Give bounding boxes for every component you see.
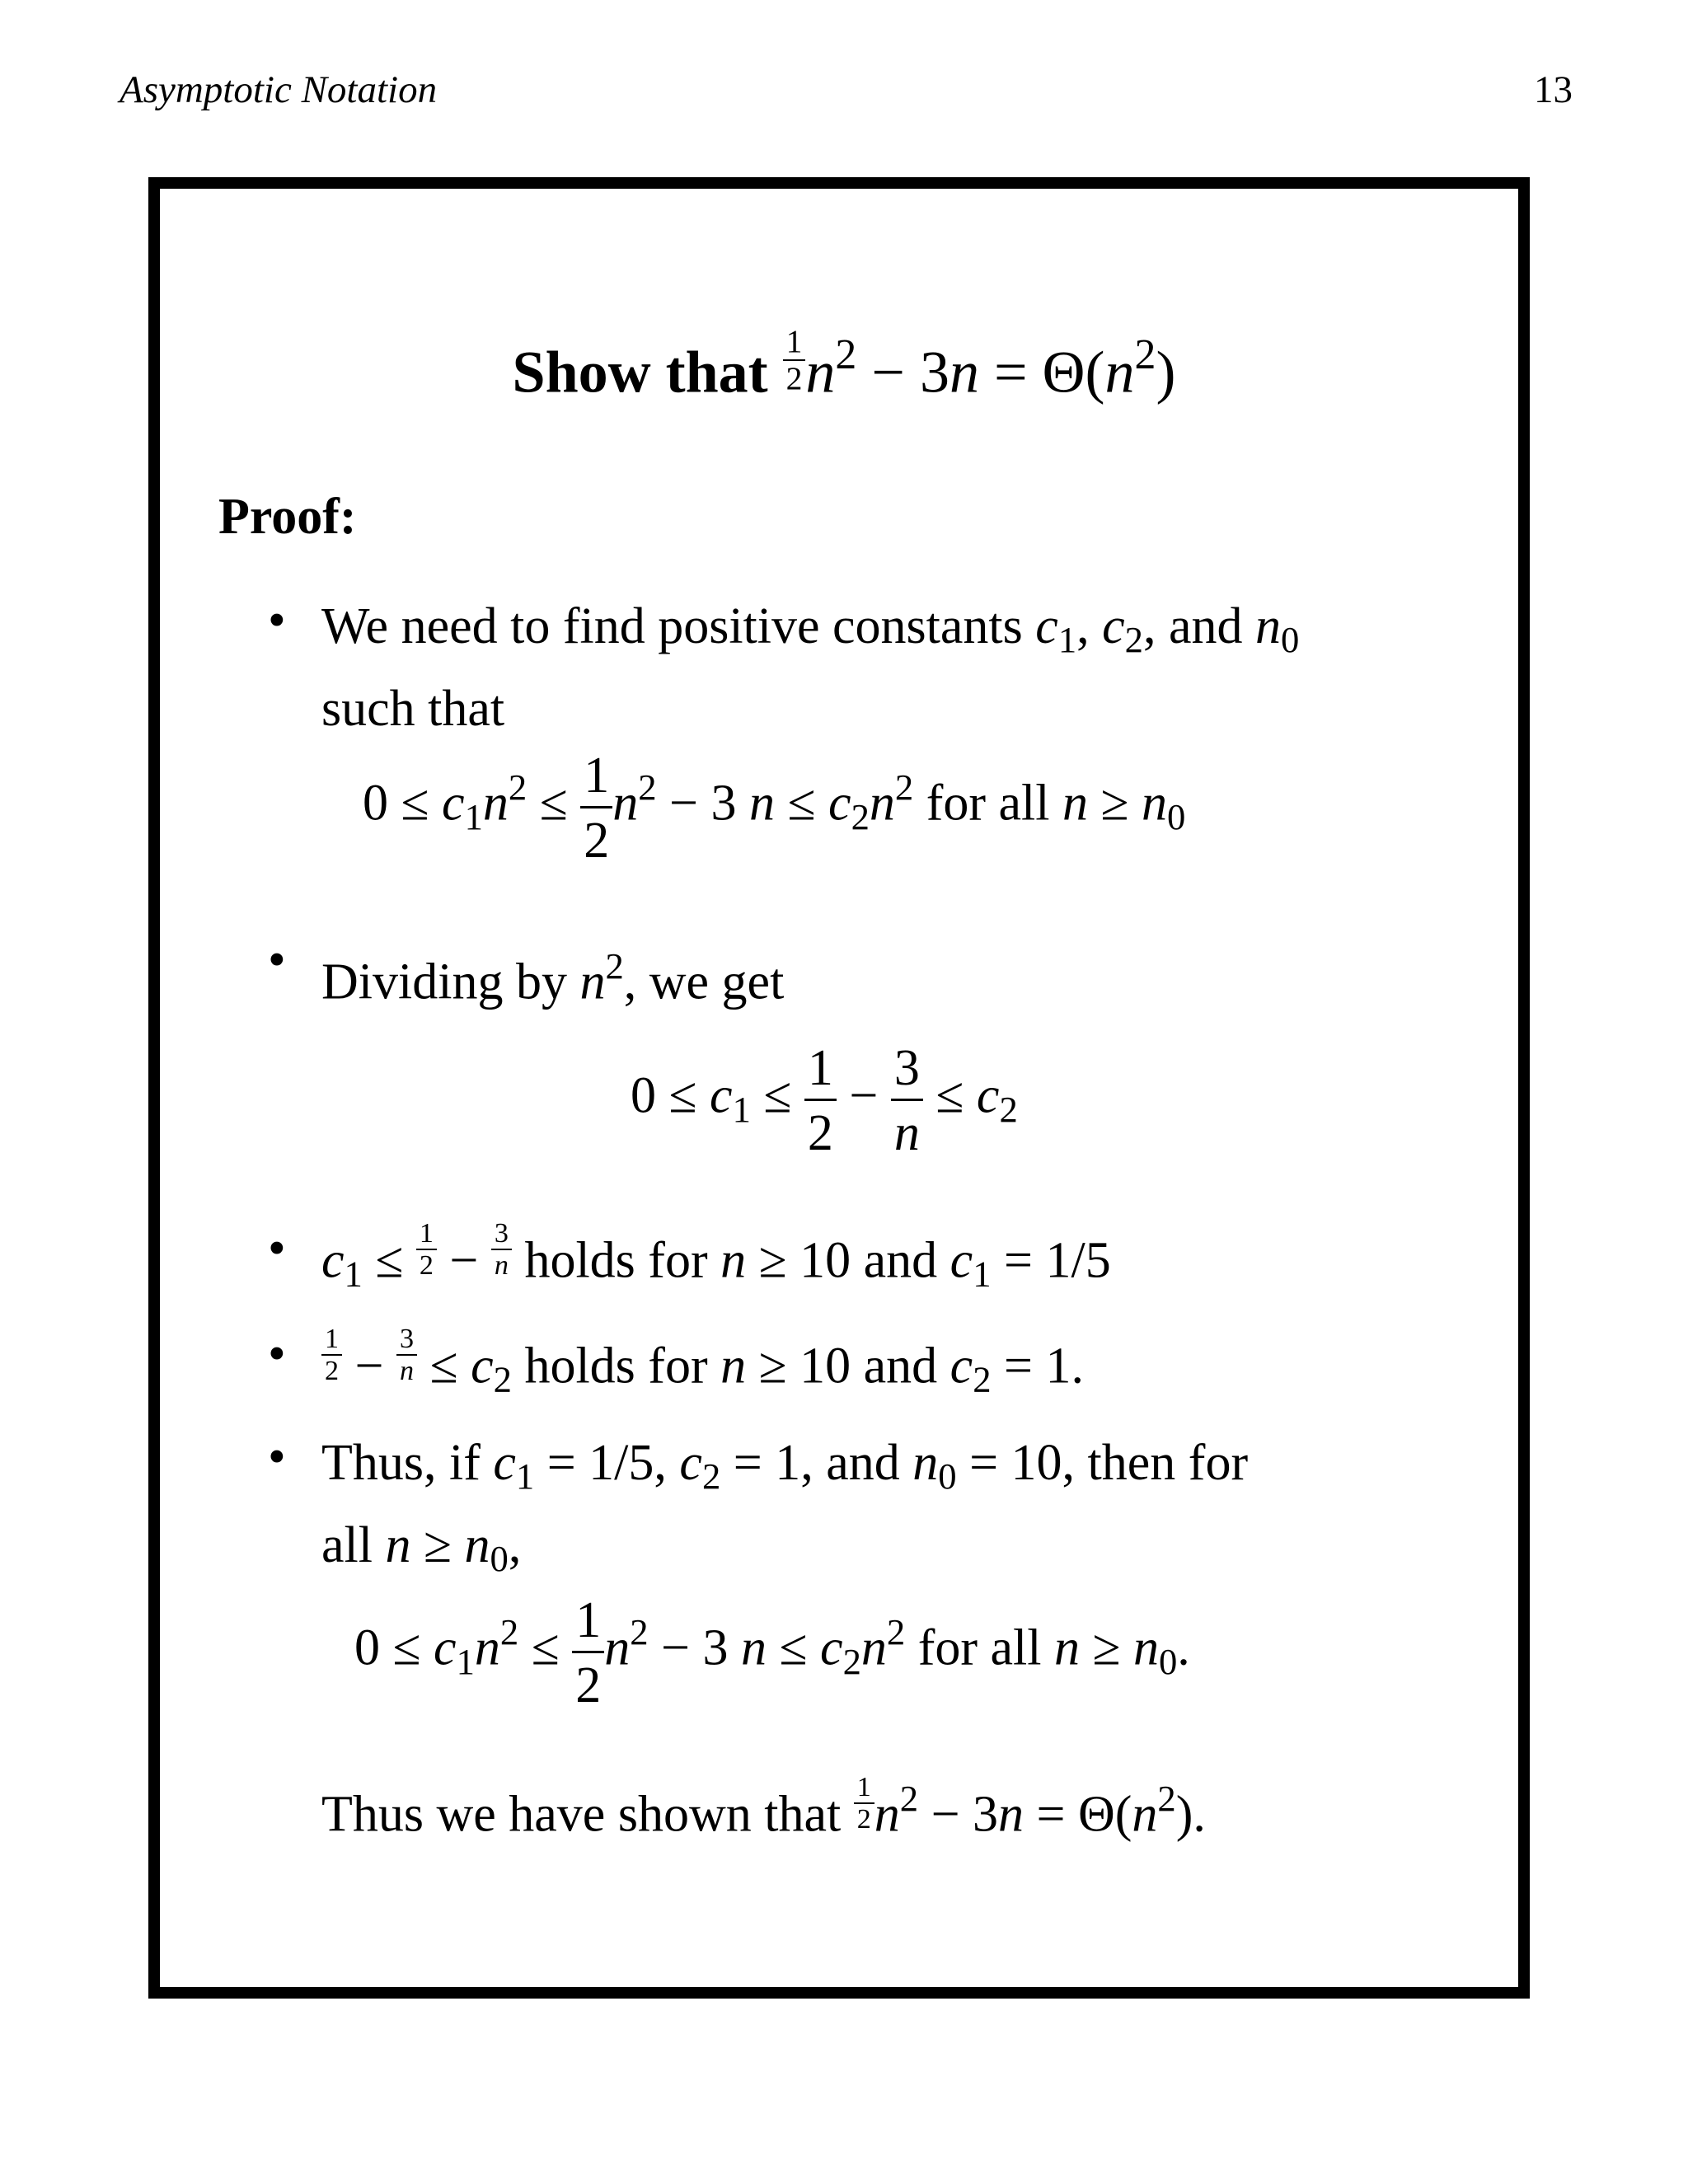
page-number: 13 [1534,68,1573,111]
equation-2: $0 \le c_1$ ≤ $\frac{1}{2}$ − $\frac{3}{n}$ ≤ $c_2$ [631,1040,1018,1161]
conclusion-text: Thus we have shown that $\frac{1}{2}$ $n^2 - 3n = \Theta(n^2)$. [321,1772,1206,1843]
bullet-5-text: Thus, if $c_1 = 1/5$, $c_2 = 1$, and $n_0 = 10$, then for all $n \ge n_0$, [321,1435,1249,1580]
bullet-dot: • [268,1429,286,1485]
slide-title: Show that $\frac{1}{2}$ $n^2 - 3n = \Theta(n^2)$ [512,323,1176,405]
bullet-dot: • [268,593,286,649]
header-title: Asymptotic Notation [120,68,438,111]
equation-1: $0 \le c_1n^2$ ≤ $\frac{1}{2}$ $n^2 - 3$ $n \le c_2n^2$ for all $n \ge n_0$ [363,748,1186,869]
bullet-3-text: $c_1$ ≤ $\frac{1}{2}$ − $\frac{3}{n}$ holds for n ≥ 10 and $c_1 = 1/5$ [321,1218,1111,1295]
proof-label: Proof: [218,489,357,545]
bullet-1-text: We need to find positive constants $c_1$, $c_2$, and $n_0$ such that [321,598,1300,738]
bullet-4-text: $\frac{1}{2}$ − $\frac{3}{n}$ ≤ $c_2$ holds for n ≥ 10 and $c_2 = 1$. [321,1325,1084,1414]
bullet-2-text: Dividing by $n^2$, we get [321,945,785,1010]
bullet-dot: • [268,932,286,988]
equation-3: $0 \le c_1n^2$ ≤ $\frac{1}{2}$ $n^2 - 3$ $n \le c_2n^2$ for all $n \ge n_0$. [354,1592,1190,1713]
bullet-dot: • [268,1326,286,1382]
bullet-dot: • [268,1221,286,1277]
